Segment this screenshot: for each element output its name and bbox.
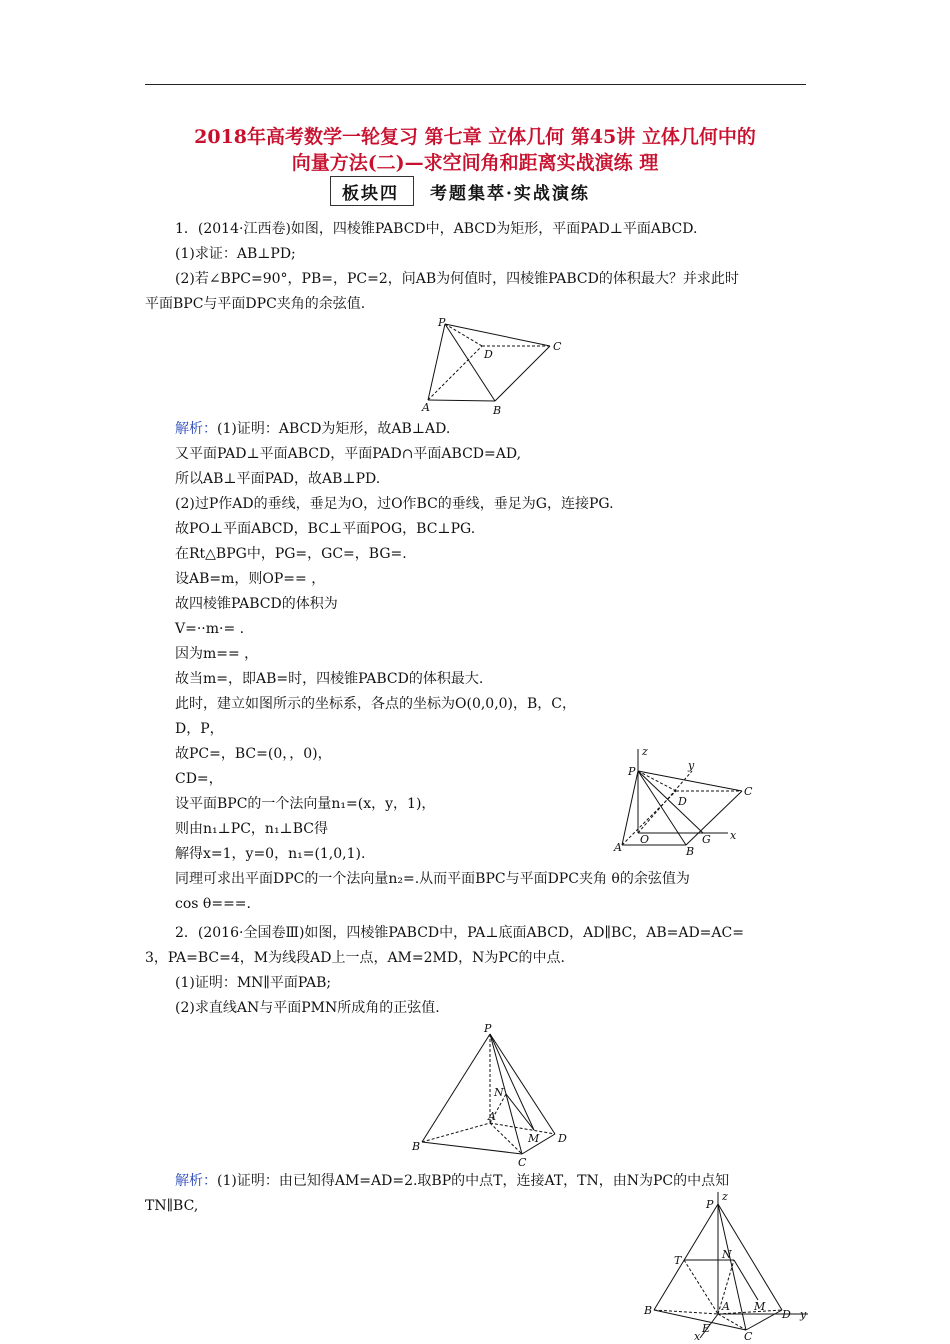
text-line: (2)若∠BPC=90°，PB=，PC=2，问AB为何值时，四棱锥PABCD的体积最大？并求此时 bbox=[175, 271, 739, 287]
text-line: 平面BPC与平面DPC夹角的余弦值. bbox=[145, 296, 366, 312]
fig4-label-t: T bbox=[674, 1254, 682, 1267]
fig4-label-p: P bbox=[706, 1198, 714, 1211]
fig4-label-e: E bbox=[702, 1322, 711, 1335]
text-line: V=··m·= . bbox=[175, 621, 245, 637]
text-line: 故四棱锥PABCD的体积为 bbox=[175, 596, 338, 612]
text-line: 故当m=，即AB=时，四棱锥PABCD的体积最大. bbox=[175, 671, 484, 687]
top-rule bbox=[145, 84, 806, 85]
text-line: (1)证明：MN∥平面PAB; bbox=[175, 975, 332, 991]
fig1-label-c: C bbox=[553, 340, 562, 353]
figure-pyramid-1 bbox=[420, 318, 570, 422]
text-line: 在Rt△BPG中，PG=，GC=，BG=. bbox=[175, 546, 407, 562]
fig1-label-d: D bbox=[484, 348, 493, 361]
fig4-label-n: N bbox=[722, 1248, 732, 1261]
text-line: (2)过P作AD的垂线，垂足为O，过O作BC的垂线，垂足为G，连接PG. bbox=[175, 496, 614, 512]
text-line: 3，PA=BC=4，M为线段AD上一点，AM=2MD，N为PC的中点. bbox=[145, 950, 565, 966]
text-line: 又平面PAD⊥平面ABCD，平面PAD∩平面ABCD=AD, bbox=[175, 446, 522, 462]
fig4-label-a: A bbox=[722, 1300, 730, 1313]
text-line: 故PC=，BC=(0，，0)， bbox=[175, 746, 332, 762]
fig3-label-n: N bbox=[494, 1086, 504, 1099]
figure-coordinate-pyramid-1 bbox=[610, 745, 760, 859]
text-line: D，P， bbox=[175, 721, 224, 737]
fig1-label-p: P bbox=[438, 318, 446, 329]
fig2-label-z: z bbox=[642, 745, 648, 758]
fig2-label-a: A bbox=[614, 841, 622, 854]
text-line: 所以AB⊥平面PAD，故AB⊥PD. bbox=[175, 471, 381, 487]
text-line: 则由n₁⊥PC，n₁⊥BC得 bbox=[175, 821, 328, 837]
fig2-label-d: D bbox=[678, 795, 687, 808]
text-line: 设平面BPC的一个法向量n₁=(x，y，1)， bbox=[175, 796, 436, 812]
fig2-label-y: y bbox=[688, 759, 695, 772]
text-line: 因为m== ， bbox=[175, 646, 259, 662]
section-banner bbox=[330, 176, 630, 206]
fig3-label-m: M bbox=[528, 1132, 540, 1145]
text-line: 设AB=m，则OP== ， bbox=[175, 571, 326, 587]
text-line: 解得x=1，y=0，n₁=(1,0,1). bbox=[175, 846, 366, 862]
fig4-label-b: B bbox=[644, 1304, 653, 1317]
fig2-label-b: B bbox=[686, 845, 695, 855]
banner-right-text: 考题集萃·实战演练 bbox=[430, 184, 590, 204]
fig1-label-b: B bbox=[493, 404, 502, 417]
text-line: CD=， bbox=[175, 771, 223, 787]
fig4-label-d: D bbox=[782, 1308, 791, 1321]
text-line: 同理可求出平面DPC的一个法向量n₂=.从而平面BPC与平面DPC夹角 θ的余弦值为 bbox=[175, 871, 690, 887]
fig4-label-m: M bbox=[754, 1300, 766, 1313]
fig4-label-x: x bbox=[694, 1330, 701, 1340]
solution-1-line1: 解析：(1)证明：ABCD为矩形，故AB⊥AD. bbox=[175, 421, 451, 437]
figure-pyramid-2 bbox=[410, 1020, 580, 1172]
figure-coordinate-pyramid-2 bbox=[640, 1190, 815, 1344]
fig4-label-y: y bbox=[800, 1308, 807, 1321]
doc-title-line2: 向量方法(二)—求空间角和距离实战演练 理 bbox=[291, 152, 659, 174]
text-line: cos θ===. bbox=[175, 896, 251, 912]
fig4-label-c: C bbox=[744, 1330, 753, 1340]
fig1-label-a: A bbox=[422, 401, 430, 414]
banner-left-text: 板块四 bbox=[342, 184, 399, 204]
fig2-label-g: G bbox=[702, 833, 711, 846]
text-line: 故PO⊥平面ABCD，BC⊥平面POG，BC⊥PG. bbox=[175, 521, 476, 537]
text-line: (2)求直线AN与平面PMN所成角的正弦值. bbox=[175, 1000, 440, 1016]
text-line: (1)求证：AB⊥PD; bbox=[175, 246, 296, 262]
text-line: 此时，建立如图所示的坐标系，各点的坐标为O(0,0,0)，B，C， bbox=[175, 696, 577, 712]
text-line: 1．(2014·江西卷)如图，四棱锥PABCD中，ABCD为矩形，平面PAD⊥平面ABCD. bbox=[175, 221, 698, 237]
text-line: TN∥BC, bbox=[145, 1198, 199, 1214]
fig2-label-c: C bbox=[744, 785, 753, 798]
fig3-label-c: C bbox=[518, 1156, 527, 1168]
fig2-label-p: P bbox=[628, 765, 636, 778]
fig3-label-p: P bbox=[484, 1022, 492, 1035]
fig3-label-a: A bbox=[488, 1110, 496, 1123]
jiexi-label: 解析： bbox=[175, 421, 217, 437]
solution-2-line1: 解析：(1)证明：由已知得AM=AD=2.取BP的中点T，连接AT，TN，由N为PC的中点知 bbox=[175, 1173, 730, 1189]
jiexi-label-2: 解析： bbox=[175, 1173, 217, 1189]
fig3-label-d: D bbox=[558, 1132, 567, 1145]
fig2-label-o: O bbox=[640, 833, 650, 846]
fig4-label-z: z bbox=[722, 1190, 728, 1203]
text-line: 2．(2016·全国卷Ⅲ)如图，四棱锥PABCD中，PA⊥底面ABCD，AD∥BC，AB=AD=AC= bbox=[175, 925, 744, 941]
doc-title-line1: 2018年高考数学一轮复习 第七章 立体几何 第45讲 立体几何中的 bbox=[194, 126, 756, 148]
fig2-label-x: x bbox=[730, 829, 737, 842]
fig3-label-b: B bbox=[412, 1140, 421, 1153]
